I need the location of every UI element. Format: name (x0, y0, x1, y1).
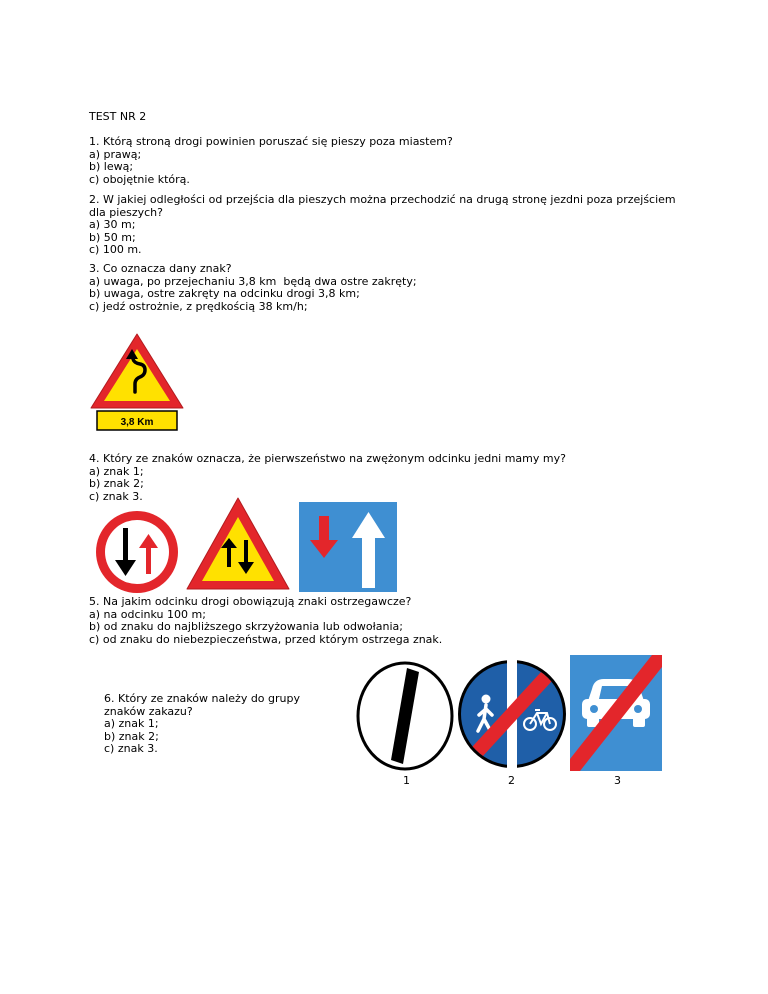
distance-plate-text: 3,8 Km (120, 417, 154, 428)
priority-over-oncoming-sign (299, 502, 397, 592)
winding-road-sign (89, 332, 185, 432)
test-title: TEST NR 2 (89, 110, 147, 123)
answer-2c: c) 100 m. (89, 243, 142, 256)
question-1 (89, 136, 689, 186)
question-3 (89, 263, 689, 313)
answer-5b: b) od znaku do najbliższego skrzyżowania lub odwołania; (89, 620, 403, 633)
question-6 (104, 693, 344, 756)
answer-2a: a) 30 m; (89, 218, 136, 231)
question-2-text: 2. W jakiej odległości od przejścia dla pieszych można przechodzić na drugą stronę jezdni poza przejściem dla pieszych? (89, 193, 676, 219)
priority-oncoming-sign (89, 510, 185, 594)
end-of-pedestrian-cycle-path-sign (457, 657, 567, 771)
answer-3c: c) jedź ostrożnie, z prędkością 38 km/h; (89, 299, 308, 313)
answer-6b: b) znak 2; (104, 729, 159, 743)
question-4-text: 4. Który ze znaków oznacza, że pierwszeństwo na zwężonym odcinku jedni mamy my? (89, 452, 566, 465)
answer-1a: a) prawą; (89, 147, 142, 161)
question-5 (89, 596, 689, 646)
answer-4b: b) znak 2; (89, 477, 144, 490)
answer-6c: c) znak 3. (104, 742, 158, 755)
answer-3b: b) uwaga, ostre zakręty na odcinku drogi 3,8 km; (89, 287, 360, 300)
pedestrian-icon (482, 695, 491, 704)
answer-1b: b) lewą; (89, 160, 134, 173)
answer-4a: a) znak 1; (89, 464, 144, 478)
end-of-expressway-sign (570, 655, 662, 771)
answer-4c: c) znak 3. (89, 489, 143, 503)
answer-2b: b) 50 m; (89, 230, 136, 244)
question-2 (89, 194, 689, 257)
question-6-text: 6. Który ze znaków należy do grupy znaków zakazu? (104, 692, 300, 718)
sign-number-1: 1 (403, 774, 410, 787)
sign-number-2: 2 (508, 774, 515, 787)
question-1-text: 1. Którą stroną drogi powinien poruszać się pieszy poza miastem? (89, 135, 453, 148)
question-5-text: 5. Na jakim odcinku drogi obowiązują znaki ostrzegawcze? (89, 595, 412, 608)
end-of-restrictions-sign (355, 660, 455, 772)
answer-6a: a) znak 1; (104, 717, 159, 730)
two-way-traffic-sign (185, 496, 291, 592)
question-3-text: 3. Co oznacza dany znak? (89, 262, 232, 275)
answer-5c: c) od znaku do niebezpieczeństwa, przed którym ostrzega znak. (89, 632, 443, 646)
question-4 (89, 453, 689, 503)
answer-3a: a) uwaga, po przejechaniu 3,8 km będą dwa ostre zakręty; (89, 274, 417, 288)
answer-5a: a) na odcinku 100 m; (89, 607, 206, 621)
answer-1c: c) obojętnie którą. (89, 172, 190, 186)
sign-number-3: 3 (614, 774, 621, 787)
